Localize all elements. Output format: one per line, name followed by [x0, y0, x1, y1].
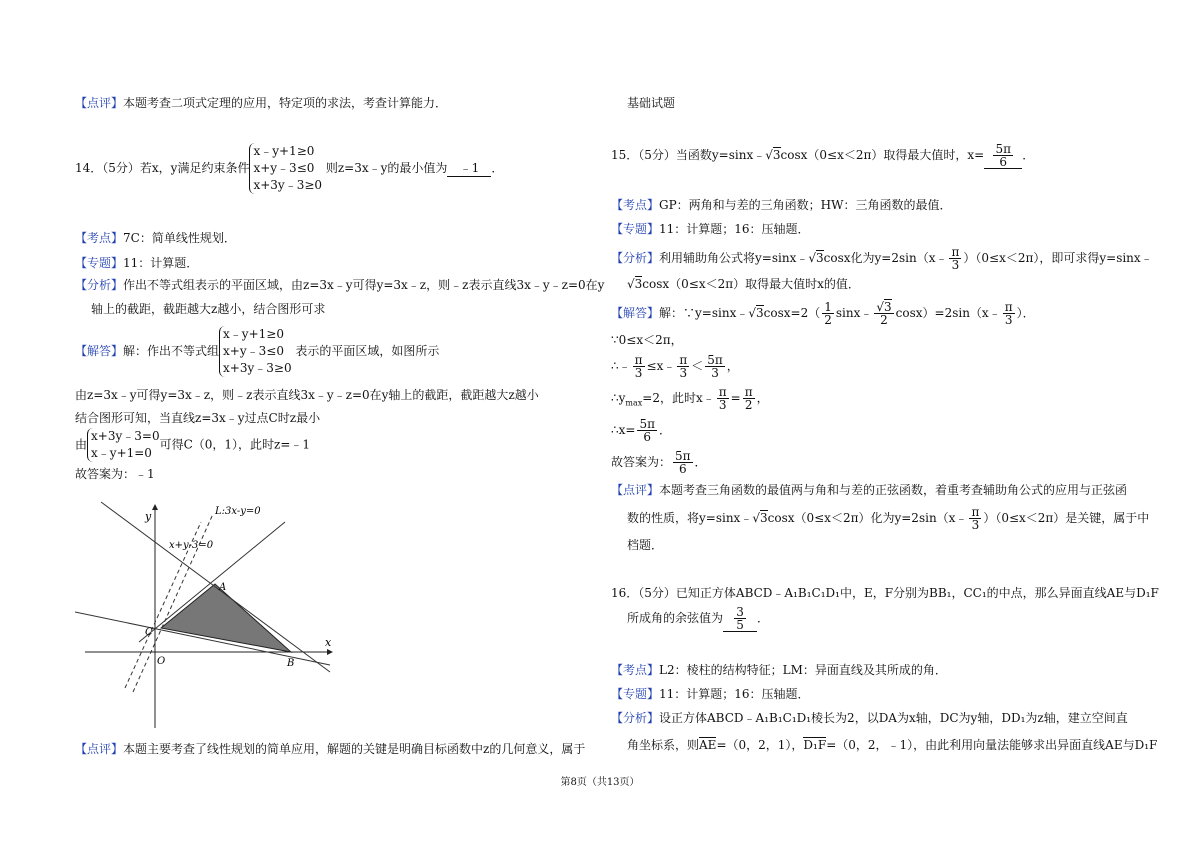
answer-end: ．: [694, 455, 707, 469]
constraint-system: [249, 143, 322, 194]
zhuanti-tag: 【专题】: [611, 222, 660, 236]
fenxi-1b: cosx化为y=2sin（x﹣: [823, 251, 948, 265]
numerator: π: [744, 385, 753, 399]
review-text: 本题主要考查了线性规划的简单应用，解题的关键是明确目标函数中z的几何意义，属于: [123, 742, 586, 756]
step-1: ∵0≤x＜2π，: [611, 333, 683, 347]
kaodian-14: [75, 230, 236, 246]
y-axis-arrow: [152, 504, 158, 510]
fenxi-2a: 角坐标系，则: [627, 738, 700, 752]
denominator: 2: [880, 313, 888, 327]
q15-end: ．: [1022, 148, 1035, 162]
denominator: 3: [951, 258, 960, 272]
numerator: √3: [876, 300, 892, 314]
s3-sub: max: [625, 398, 643, 408]
constraint-2: x+y﹣3≤0: [223, 344, 284, 358]
denominator: 3: [679, 366, 688, 380]
fenxi-2: cosx（0≤x＜2π）取得最大值时x的值．: [642, 277, 860, 291]
review-tag: 【点评】: [75, 742, 124, 756]
review-2b: cosx（0≤x＜2π）化为y=2sin（x﹣: [767, 511, 968, 525]
jieda-text-2: 表示的平面区域，如图所示: [295, 344, 440, 358]
x-axis-arrow: [327, 649, 333, 655]
pi-over-2: [743, 386, 755, 411]
sqrt-3: 3: [759, 511, 768, 525]
kaodian-16: [611, 662, 947, 678]
jieda-b: cosx=2（: [763, 306, 821, 320]
jieda-text: 解：作出不等式组: [123, 344, 220, 358]
review-tag: 【点评】: [75, 96, 124, 110]
question-text-2: 则z=3x﹣y的最小值为: [325, 161, 448, 175]
answer-label: 故答案为：: [611, 455, 672, 469]
equation-2: x﹣y+1=0: [91, 446, 152, 460]
review-tag: 【点评】: [611, 483, 660, 497]
s3d: ，: [756, 391, 769, 405]
five-pi-over-6: [673, 450, 693, 475]
fenxi-tag: 【分析】: [611, 711, 660, 725]
label-O: O: [157, 656, 166, 667]
solution-line-a: 由z=3x﹣y可得y=3x﹣z，则﹣z表示直线3x﹣y﹣z=0在y轴上的截距，截距越大z越小: [75, 388, 539, 402]
s2b: ≤x﹣: [646, 359, 676, 373]
fenxi-14-line2: 轴上的截距，截距越大z越小，结合图形可求: [91, 302, 326, 316]
review-2c: ）（0≤x＜2π）是关键，属于中: [983, 511, 1150, 525]
fenxi-1a: 利用辅助角公式将y=sinx﹣: [659, 251, 809, 265]
review-14: [75, 741, 585, 757]
denominator: 3: [718, 398, 727, 412]
step-3: [611, 386, 769, 411]
numerator: π: [718, 385, 727, 399]
question-16-line2: [627, 606, 769, 632]
fenxi-line-1: 设正方体ABCD﹣A₁B₁C₁D₁棱长为2，以DA为x轴，DC为y轴，DD₁为z轴，建立空间直: [659, 711, 1128, 725]
line-x-plus-y-minus-3: [101, 502, 330, 672]
pi-over-3: [677, 354, 689, 379]
pi-over-3: [717, 386, 729, 411]
numerator: 5π: [639, 417, 655, 431]
denominator: 6: [643, 430, 652, 444]
q16-text: 所成角的余弦值为: [627, 611, 724, 625]
numerator: π: [1004, 300, 1013, 314]
denominator: 3: [711, 366, 719, 380]
kaodian-15: [611, 197, 951, 213]
sqrt-3: 3: [772, 148, 781, 162]
q15-text-2: cosx（0≤x＜2π）取得最大值时，x=: [780, 148, 985, 162]
sqrt-3: 3: [884, 300, 892, 314]
zhuanti-15: [611, 221, 810, 237]
s3b: =2，此时x﹣: [642, 391, 715, 405]
pi-over-3: [1003, 301, 1015, 326]
fenxi-14: [75, 277, 604, 293]
line-c-pre: 由: [75, 437, 88, 452]
equation-1: x+3y﹣3=0: [91, 429, 160, 443]
five-pi-over-3: [705, 354, 725, 379]
vector-AE-value: =（0，2，1），: [716, 738, 804, 752]
constraint-1: x﹣y+1≥0: [223, 327, 284, 341]
denominator: 3: [634, 366, 643, 380]
review-15-line2: 数的性质，将y=sinx﹣√3cosx（0≤x＜2π）化为y=2sin（x﹣ $\frac{\pi}{3}$ ）（0≤x＜2π）是关键，属于中: [627, 505, 1150, 532]
jieda-c: sinx﹣: [835, 306, 873, 320]
pi-over-3: [969, 506, 981, 531]
constraint-2: x+y﹣3≤0: [253, 161, 315, 175]
s2c: ＜: [691, 359, 704, 373]
fenxi-16-line2: [627, 737, 1157, 753]
one-half: [822, 301, 834, 326]
review-14-continued: 基础试题: [627, 96, 676, 110]
solution-line-c: [75, 428, 310, 462]
label-L: L:3x-y=0: [215, 506, 261, 517]
question-15: 15．（5分）当函数y=sinx﹣√3cosx（0≤x＜2π）取得最大值时，x= $\frac{5\pi}{6}$ ．: [611, 142, 1035, 169]
label-B: B: [287, 658, 295, 669]
step-4: [611, 418, 671, 443]
answer-blank: [984, 143, 1022, 169]
label-y: y: [145, 510, 152, 523]
denominator: 2: [744, 398, 753, 412]
zhuanti-text: 11：计算题；16：压轴题．: [659, 687, 810, 701]
denominator: 6: [678, 462, 687, 476]
question-16: 16．（5分）已知正方体ABCD﹣A₁B₁C₁D₁中，E，F分别为BB₁，CC₁的中点，那么异面直线AE与D₁F: [611, 586, 1159, 600]
denominator: 6: [999, 155, 1008, 169]
zhuanti-16: [611, 686, 810, 702]
s2a: ∴﹣: [611, 359, 631, 373]
kaodian-text: L2：棱柱的结构特征；LM：异面直线及其所成的角．: [659, 663, 947, 677]
numerator: 3: [736, 605, 744, 619]
answer-fraction: [734, 606, 746, 631]
vector-D1F: D₁F: [803, 738, 827, 752]
fenxi-line-1: 作出不等式组表示的平面区域，由z=3x﹣y可得y=3x﹣z，则﹣z表示直线3x﹣y﹣z=0在y: [123, 278, 605, 292]
numerator: 5π: [675, 449, 691, 463]
review-line-1: 本题考查三角函数的最值两与角和与差的正弦函数，着重考查辅助角公式的应用与正弦函: [659, 483, 1128, 497]
sqrt-3: 3: [816, 251, 824, 265]
jieda-tag: 【解答】: [75, 344, 124, 358]
q16-end: ．: [757, 611, 770, 625]
fenxi-15-line2: √3cosx（0≤x＜2π）取得最大值时x的值．: [627, 277, 860, 291]
numerator: 5π: [707, 353, 723, 367]
zhuanti-tag: 【专题】: [611, 687, 660, 701]
five-pi-over-6: [637, 418, 657, 443]
jieda-e: ）．: [1016, 306, 1035, 320]
fenxi-tag: 【分析】: [75, 278, 124, 292]
fenxi-1c: ）（0≤x＜2π），即可求得y=sinx﹣: [963, 251, 1153, 265]
pi-over-3: [949, 246, 961, 271]
label-line: x+y-3=0: [169, 540, 214, 551]
zhuanti-14: [75, 255, 198, 271]
numerator: π: [679, 353, 688, 367]
jieda-tag: 【解答】: [611, 306, 660, 320]
kaodian-text: 7C：简单线性规划．: [123, 231, 236, 245]
zhuanti-text: 11：计算题；16：压轴题．: [659, 222, 810, 236]
numerator: 1: [824, 300, 832, 314]
denominator: 3: [1004, 313, 1013, 327]
review-text: 本题考查二项式定理的应用，特定项的求法，考查计算能力．: [123, 96, 448, 110]
zhuanti-tag: 【专题】: [75, 256, 124, 270]
review-2a: 数的性质，将y=sinx﹣: [627, 511, 753, 525]
review-15: [611, 482, 1127, 498]
label-C: C: [145, 627, 153, 638]
fenxi-15: 【分析】利用辅助角公式将y=sinx﹣√3cosx化为y=2sin（x﹣ $\frac{\pi}{3}$ ）（0≤x＜2π），即可求得y=sinx﹣: [611, 245, 1153, 272]
answer-blank: [723, 606, 757, 632]
denominator: 3: [971, 518, 980, 532]
jieda-14: [75, 326, 439, 377]
q15-text: 15．（5分）当函数y=sinx﹣: [611, 148, 766, 162]
s4a: ∴x=: [611, 423, 636, 437]
pi-over-3: [633, 354, 645, 379]
sqrt3-over-2: [874, 301, 893, 326]
sqrt-3: 3: [634, 277, 643, 291]
fenxi-tag: 【分析】: [611, 251, 660, 265]
answer-blank: ﹣1: [447, 160, 491, 177]
vector-D1F-value: =（0，2，﹣1），由此利用向量法能够求出异面直线AE与D₁F: [826, 738, 1158, 752]
constraint-3: x+3y﹣3≥0: [253, 178, 323, 192]
question-end: ．: [491, 161, 504, 175]
numerator: π: [971, 505, 980, 519]
question-14: [75, 143, 503, 194]
s3c: =: [730, 391, 741, 405]
label-A: A: [219, 582, 227, 593]
kaodian-tag: 【考点】: [611, 663, 660, 677]
solution-line-b: 结合图形可知，当直线z=3x﹣y过点C时z最小: [75, 411, 321, 425]
constraint-3: x+3y﹣3≥0: [223, 361, 292, 375]
fenxi-16: [611, 710, 1128, 726]
denominator: 2: [824, 313, 832, 327]
zhuanti-text: 11：计算题．: [123, 256, 199, 270]
jieda-d: cosx）=2sin（x﹣: [895, 306, 1001, 320]
jieda-15: 【解答】解：∵y=sinx﹣√3cosx=2（ $\frac{1}{2}$ sinx﹣ $\frac{√3}{2}$ cosx）=2sin（x﹣ $\frac{\pi}{3}$ ）．: [611, 300, 1035, 327]
kaodian-text: GP：两角和与差的三角函数；HW：三角函数的最值．: [659, 198, 952, 212]
answer-14: 故答案为：﹣1: [75, 467, 155, 481]
numerator: 5π: [995, 142, 1011, 156]
review-13: [75, 95, 447, 111]
answer-15: [611, 450, 707, 475]
step-2: [611, 354, 739, 379]
question-text: 14．（5分）若x，y满足约束条件: [75, 161, 250, 175]
sqrt-3: 3: [756, 306, 764, 320]
s2d: ，: [726, 359, 739, 373]
numerator: π: [951, 245, 960, 259]
denominator: 5: [736, 618, 744, 632]
line-c-post: 可得C（0，1），此时z=﹣1: [159, 437, 311, 452]
feasible-region-graph: [75, 492, 340, 732]
intersection-system: [87, 428, 160, 462]
kaodian-tag: 【考点】: [611, 198, 660, 212]
s4b: ．: [659, 423, 672, 437]
page-footer: 第8页（共13页）: [560, 777, 640, 788]
constraint-1: x﹣y+1≥0: [253, 144, 315, 158]
answer-fraction: [993, 143, 1013, 168]
label-x: x: [325, 636, 332, 649]
s3a: ∴y: [611, 391, 626, 405]
kaodian-tag: 【考点】: [75, 231, 124, 245]
jieda-system: [219, 326, 292, 377]
numerator: π: [634, 353, 643, 367]
jieda-a: 解：∵y=sinx﹣: [659, 306, 749, 320]
review-15-line3: 档题．: [627, 538, 664, 552]
vector-AE: AE: [699, 738, 717, 752]
